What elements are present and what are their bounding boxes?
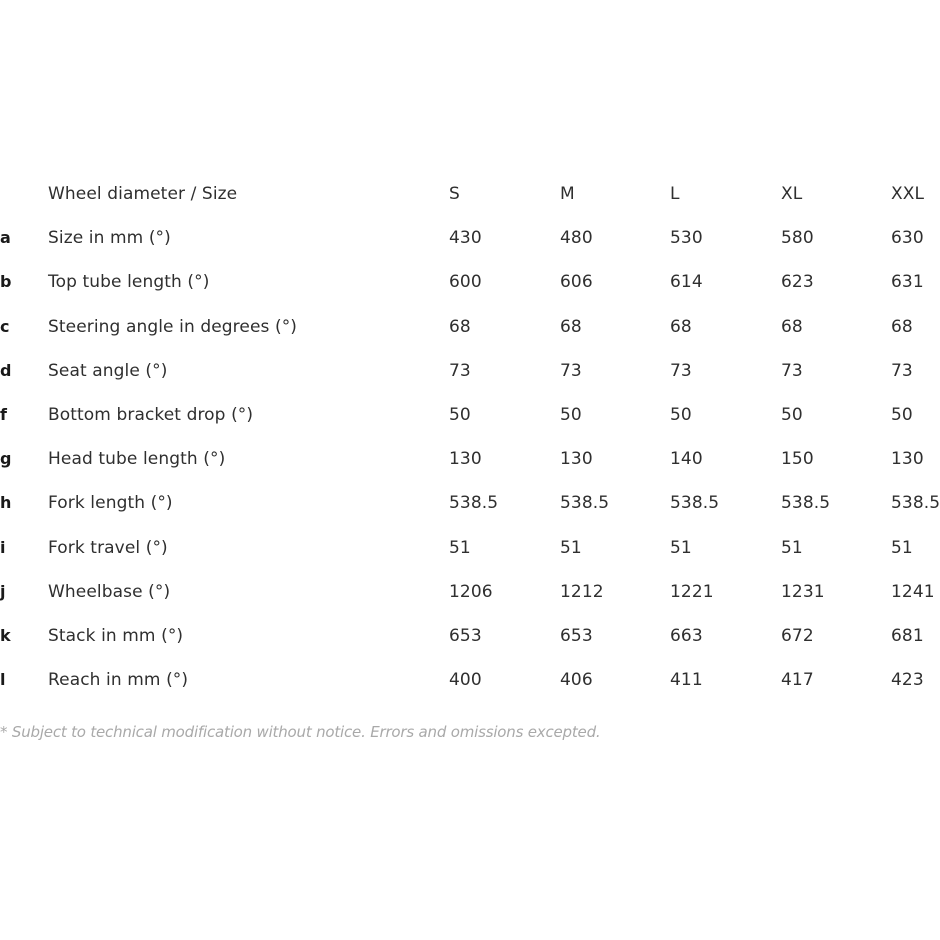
row-value: 430	[449, 228, 482, 249]
row-value: 51	[670, 537, 692, 558]
table-row	[0, 216, 940, 260]
row-value: 600	[449, 272, 482, 293]
row-letter: d	[0, 360, 12, 380]
row-label: Top tube length (°)	[48, 272, 210, 293]
row-value: 406	[560, 670, 593, 691]
row-value: 580	[781, 228, 814, 249]
row-value: 68	[670, 316, 692, 337]
row-value: 50	[891, 404, 913, 425]
row-value: 73	[781, 360, 803, 381]
row-letter: i	[0, 537, 6, 557]
row-value: 538.5	[891, 493, 940, 514]
row-label: Wheelbase (°)	[48, 581, 171, 602]
row-value: 631	[891, 272, 924, 293]
geometry-table	[0, 172, 940, 702]
row-value: 681	[891, 625, 924, 646]
row-label: Seat angle (°)	[48, 360, 168, 381]
table-row	[0, 614, 940, 658]
row-value: 130	[560, 449, 593, 470]
row-value: 530	[670, 228, 703, 249]
row-value: 51	[449, 537, 471, 558]
table-row	[0, 570, 940, 614]
row-value: 672	[781, 625, 814, 646]
row-letter: b	[0, 272, 12, 292]
row-value: 400	[449, 670, 482, 691]
table-row	[0, 305, 940, 349]
row-value: 423	[891, 670, 924, 691]
row-label: Steering angle in degrees (°)	[48, 316, 298, 337]
row-value: 1206	[449, 581, 493, 602]
row-letter: l	[0, 670, 6, 690]
row-value: 417	[781, 670, 814, 691]
row-value: 653	[560, 625, 593, 646]
row-value: 1241	[891, 581, 935, 602]
row-value: 73	[449, 360, 471, 381]
row-value: 68	[449, 316, 471, 337]
footnote: * Subject to technical modification without notice. Errors and omissions excepted.	[0, 723, 601, 741]
row-value: 51	[781, 537, 803, 558]
row-value: 73	[560, 360, 582, 381]
row-value: 411	[670, 670, 703, 691]
table-row	[0, 658, 940, 702]
row-value: 538.5	[670, 493, 720, 514]
row-label: Fork length (°)	[48, 493, 173, 514]
row-value: 614	[670, 272, 703, 293]
row-value: 606	[560, 272, 593, 293]
row-label: Head tube length (°)	[48, 449, 226, 470]
header-label: Wheel diameter / Size	[48, 184, 238, 204]
table-body	[0, 216, 940, 702]
row-letter: h	[0, 493, 12, 513]
row-value: 130	[891, 449, 924, 470]
table-row	[0, 393, 940, 437]
row-value: 73	[891, 360, 913, 381]
row-value: 1231	[781, 581, 825, 602]
row-letter: g	[0, 449, 12, 469]
row-value: 538.5	[560, 493, 610, 514]
row-value: 68	[891, 316, 913, 337]
row-value: 73	[670, 360, 692, 381]
row-label: Fork travel (°)	[48, 537, 168, 558]
row-value: 50	[670, 404, 692, 425]
size-header-xl: XL	[781, 184, 803, 204]
row-value: 538.5	[449, 493, 499, 514]
row-letter: f	[0, 404, 8, 424]
row-value: 140	[670, 449, 703, 470]
row-value: 538.5	[781, 493, 831, 514]
table-row	[0, 349, 940, 393]
row-value: 1212	[560, 581, 604, 602]
row-label: Bottom bracket drop (°)	[48, 404, 254, 425]
table-row	[0, 260, 940, 304]
row-value: 68	[560, 316, 582, 337]
table-row	[0, 526, 940, 570]
row-value: 623	[781, 272, 814, 293]
table-row	[0, 481, 940, 525]
row-value: 150	[781, 449, 814, 470]
row-letter: k	[0, 625, 11, 645]
row-value: 663	[670, 625, 703, 646]
row-value: 51	[891, 537, 913, 558]
row-letter: c	[0, 316, 10, 336]
size-header-s: S	[449, 184, 460, 204]
row-label: Reach in mm (°)	[48, 670, 189, 691]
row-value: 68	[781, 316, 803, 337]
row-value: 50	[560, 404, 582, 425]
row-value: 630	[891, 228, 924, 249]
row-value: 50	[449, 404, 471, 425]
row-value: 50	[781, 404, 803, 425]
row-label: Stack in mm (°)	[48, 625, 184, 646]
row-letter: a	[0, 228, 11, 248]
row-value: 130	[449, 449, 482, 470]
table-row	[0, 437, 940, 481]
row-label: Size in mm (°)	[48, 228, 171, 249]
row-value: 653	[449, 625, 482, 646]
size-header-xxl: XXL	[891, 184, 925, 204]
row-value: 480	[560, 228, 593, 249]
row-value: 51	[560, 537, 582, 558]
size-header-l: L	[670, 184, 680, 204]
row-value: 1221	[670, 581, 714, 602]
size-header-m: M	[560, 184, 575, 204]
row-letter: j	[0, 581, 6, 601]
header-row	[0, 172, 940, 216]
